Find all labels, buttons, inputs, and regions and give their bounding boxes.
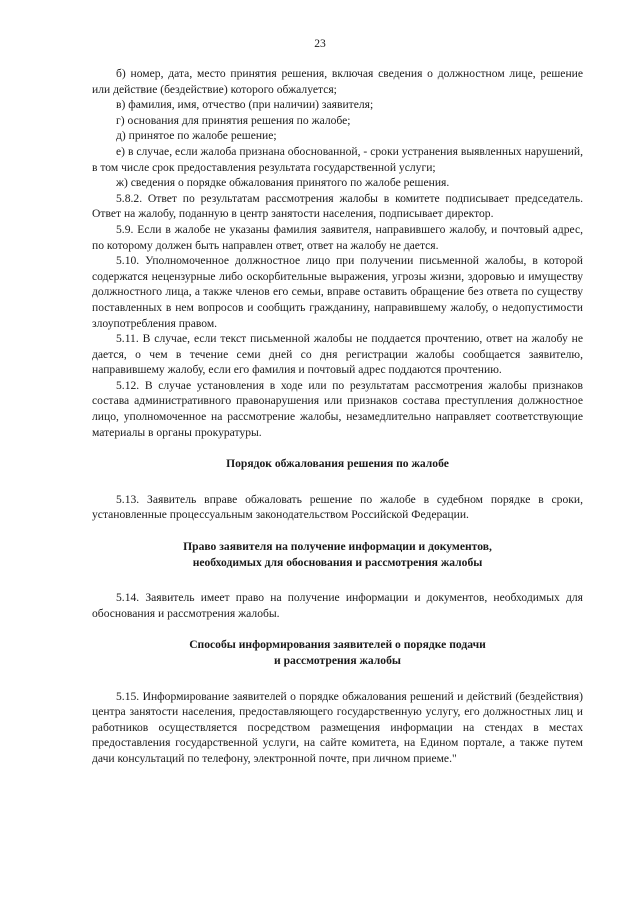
heading-inform-line2: и рассмотрения жалобы <box>274 654 401 667</box>
clause-5-9: 5.9. Если в жалобе не указаны фамилия заявителя, направившего жалобу, и почтовый адрес, по которому должен быть направлен ответ, ответ на жалобу не дается. <box>92 222 583 252</box>
heading-right-line1: Право заявителя на получение информации и документов, <box>183 540 492 554</box>
item-v: в) фамилия, имя, отчество (при наличии) заявителя; <box>116 98 374 112</box>
page-number: 23 <box>314 37 326 50</box>
item-e: е) в случае, если жалоба признана обоснованной, - сроки устранения выявленных нарушений, в том числе срок предоставления результата государственной услуги; <box>92 144 583 174</box>
clause-5-13: 5.13. Заявитель вправе обжаловать решение по жалобе в судебном порядке в сроки, установленные процессуальным законодательством Российской Федерации. <box>92 492 583 522</box>
heading-right-line2: необходимых для обоснования и рассмотрения жалобы <box>192 555 483 569</box>
item-zh: ж) сведения о порядке обжалования принятого по жалобе решения. <box>116 176 450 190</box>
clause-5-14: 5.14. Заявитель имеет право на получение информации и документов, необходимых для обоснования и рассмотрения жалобы. <box>92 591 583 620</box>
clause-5-10: 5.10. Уполномоченное должностное лицо при получении письменной жалобы, в которой содержатся нецензурные либо оскорбительные выражения, угрозы жизни, здоровью и имуществу должностного лица, а также членов его семьи, вправе оставить обращение без ответа по существу поставленных в нем вопросов и сообщить гражданину, направившему жалобу, о недопустимости злоупотребления правом. <box>92 254 583 330</box>
clause-5-11: 5.11. В случае, если текст письменной жалобы не поддается прочтению, ответ на жалобу не дается, о чем в течение семи дней со дня регистрации жалобы сообщается заявителю, направившему жалобу, если его фамилия и почтовый адрес поддаются прочтению. <box>92 332 583 377</box>
heading-informing-methods <box>92 637 583 668</box>
item-b: б) номер, дата, место принятия решения, включая сведения о должностном лице, решение или действие (бездействие) которого обжалуется; <box>92 67 583 96</box>
document-body <box>92 66 583 767</box>
item-d: д) принятое по жалобе решение; <box>116 129 277 143</box>
clause-5-12: 5.12. В случае установления в ходе или по результатам рассмотрения жалобы признаков состава административного правонарушения или признаков состава преступления должностное лицо, уполномоченное на рассмотрение жалобы, незамедлительно направляет соответствующие материалы в органы прокуратуры. <box>92 378 583 439</box>
heading-inform-line1: Способы информирования заявителей о порядке подачи <box>189 638 486 652</box>
heading-right-to-information <box>92 539 583 570</box>
item-g: г) основания для принятия решения по жалобе; <box>116 113 351 127</box>
clause-5-8-2: 5.8.2. Ответ по результатам рассмотрения жалобы в комитете подписывает председатель. Ответ на жалобу, поданную в центр занятости населения, подписывает директор. <box>92 191 583 221</box>
heading-appeal: Порядок обжалования решения по жалобе <box>226 457 449 471</box>
clause-5-15: 5.15. Информирование заявителей о порядке обжалования решений и действий (бездействия) центра занятости населения, предоставляющего государственную услугу, его должностных лиц и работников осуществляется посредством размещения информации на стендах в местах предоставления государственной услуги, на сайте комитета, на Едином портале, а также путем дачи консультаций по телефону, электронной почте, при личном приеме." <box>92 689 583 765</box>
